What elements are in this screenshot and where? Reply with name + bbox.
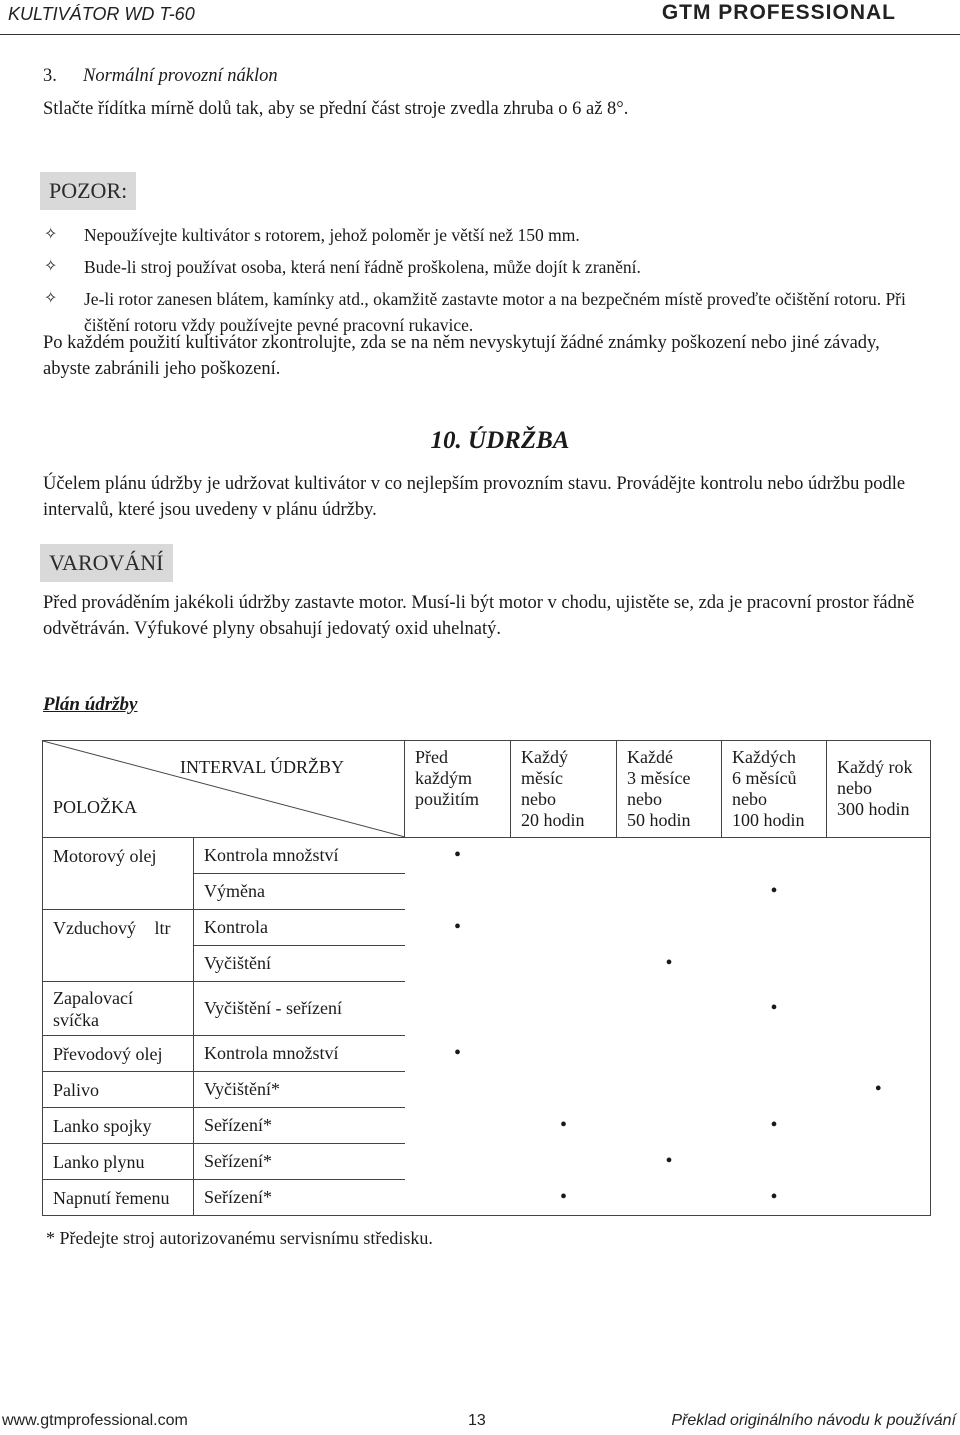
pozor-bullet-list (44, 222, 924, 344)
bullet-item (44, 222, 924, 248)
item-cell (43, 874, 194, 910)
table-row (43, 982, 931, 1036)
interval-cell (827, 1036, 931, 1072)
freq-header: Každé 3 měsíce nebo 50 hodin (617, 741, 722, 838)
interval-cell (617, 982, 722, 1036)
header-diagonal-cell (43, 741, 405, 838)
table-row (43, 1180, 931, 1216)
section-title (43, 66, 278, 87)
operation-cell: Kontrola (194, 910, 405, 946)
section-title-text: Normální provozní náklon (83, 66, 278, 86)
interval-cell (405, 1180, 511, 1216)
operation-cell: Vyčištění (194, 946, 405, 982)
operation-cell: Kontrola množství (194, 838, 405, 874)
freq-header: Před každým použitím (405, 741, 511, 838)
interval-cell (827, 1180, 931, 1216)
section-text: Stlačte řídítka mírně dolů tak, aby se přední část stroje zvedla zhruba o 6 až 8°. (43, 99, 629, 119)
interval-cell (722, 910, 827, 946)
interval-cell (405, 982, 511, 1036)
item-cell: Lanko spojky (43, 1108, 194, 1144)
table-body (43, 838, 931, 1216)
table-row (43, 1036, 931, 1072)
header-product: KULTIVÁTOR WD T-60 (8, 4, 195, 24)
pozor-after-text: Po každém použití kultivátor zkontrolujte, zda se na něm nevyskytují žádné známky poškození nebo jiné závady, abyste zabránili jeho poškození. (43, 333, 880, 379)
plan-title: Plán údržby (43, 694, 138, 715)
table-row (43, 1144, 931, 1180)
freq-header: Každých 6 měsíců nebo 100 hodin (722, 741, 827, 838)
star-bullet-icon: ✧ (44, 290, 58, 307)
item-cell: Převodový olej (43, 1036, 194, 1072)
interval-cell (405, 874, 511, 910)
interval-cell (617, 1036, 722, 1072)
interval-mark: • (665, 952, 673, 974)
varovani-text: Před prováděním jakékoli údržby zastavte motor. Musí-li být motor v chodu, ujistěte se, zda je pracovní prostor řádně odvětráván. Výfukové plyny obsahují jedovatý oxid uhelnatý. (43, 593, 915, 639)
pozor-callout: POZOR: (40, 172, 136, 210)
star-bullet-icon: ✧ (44, 258, 58, 275)
table-row (43, 910, 931, 946)
interval-cell (511, 1072, 617, 1108)
header-interval: INTERVAL ÚDRŽBY (180, 757, 345, 777)
item-cell: Vzduchový  ltr (43, 910, 194, 946)
bullet-text: Bude-li stroj používat osoba, která není řádně proškolena, může dojít k zranění. (84, 257, 641, 277)
interval-cell (511, 910, 617, 946)
table-header-row (43, 741, 931, 838)
interval-mark: • (665, 1150, 673, 1172)
operation-cell: Výměna (194, 874, 405, 910)
interval-cell (511, 946, 617, 982)
chapter-intro: Účelem plánu údržby je udržovat kultivátor v co nejlepším provozním stavu. Provádějte kontrolu nebo údržbu podle intervalů, které jsou uvedeny v plánu údržby. (43, 474, 906, 520)
item-cell: Zapalovací svíčka (43, 982, 194, 1036)
footer-note: Překlad originálního návodu k používání (671, 1412, 956, 1429)
table-row (43, 946, 931, 982)
table-row (43, 1108, 931, 1144)
operation-cell: Kontrola množství (194, 1036, 405, 1072)
operation-cell: Seřízení* (194, 1180, 405, 1216)
interval-cell (617, 1108, 722, 1144)
bullet-item (44, 254, 924, 280)
diagonal-divider (43, 741, 405, 837)
interval-cell (617, 838, 722, 874)
item-cell: Motorový olej (43, 838, 194, 874)
operation-cell: Vyčištění* (194, 1072, 405, 1108)
table-row (43, 1072, 931, 1108)
interval-cell (511, 1036, 617, 1072)
interval-cell (405, 1072, 511, 1108)
header-brand: GTM PROFESSIONAL (661, 1, 896, 24)
interval-cell (511, 1144, 617, 1180)
operation-cell: Seřízení* (194, 1144, 405, 1180)
interval-cell (405, 1108, 511, 1144)
interval-mark: • (770, 997, 778, 1019)
interval-mark: • (770, 880, 778, 902)
interval-mark: • (453, 844, 461, 867)
interval-cell (511, 982, 617, 1036)
section-number: 3. (43, 66, 57, 86)
footer-page-number: 13 (468, 1412, 486, 1429)
interval-mark: • (722, 1180, 827, 1216)
interval-cell (827, 982, 931, 1036)
interval-cell (511, 874, 617, 910)
interval-cell (722, 1036, 827, 1072)
interval-cell (405, 946, 511, 982)
varovani-callout: VAROVÁNÍ (40, 544, 173, 582)
chapter-heading: 10. ÚDRŽBA (430, 427, 570, 454)
table-footnote: * Předejte stroj autorizovanému servisnímu středisku. (46, 1228, 433, 1248)
interval-cell (617, 1180, 722, 1216)
page-header (0, 0, 960, 35)
operation-cell: Seřízení* (194, 1108, 405, 1144)
table-row (43, 874, 931, 910)
interval-cell (827, 1144, 931, 1180)
interval-cell (827, 946, 931, 982)
bullet-text: Je-li rotor zanesen blátem, kamínky atd., okamžitě zastavte motor a na bezpečném místě proveďte očištění rotoru. Při čištění rotoru vždy používejte pevné pracovní rukavice. (84, 289, 906, 335)
item-cell (43, 946, 194, 982)
item-cell: Palivo (43, 1072, 194, 1108)
interval-cell (617, 910, 722, 946)
maintenance-table (42, 740, 931, 1216)
freq-header: Každý měsíc nebo 20 hodin (511, 741, 617, 838)
interval-cell (617, 874, 722, 910)
interval-cell (511, 838, 617, 874)
interval-cell (827, 910, 931, 946)
interval-cell (722, 838, 827, 874)
footer-website: www.gtmprofessional.com (2, 1412, 188, 1429)
interval-cell (722, 1144, 827, 1180)
interval-mark: • (559, 1114, 567, 1136)
bullet-text: Nepoužívejte kultivátor s rotorem, jehož poloměr je větší než 150 mm. (84, 225, 580, 245)
header-item: POLOŽKA (53, 797, 137, 817)
item-cell: Napnutí řemenu (43, 1180, 194, 1216)
star-bullet-icon: ✧ (44, 226, 58, 243)
table-row (43, 838, 931, 874)
interval-cell (617, 1072, 722, 1108)
interval-mark: • (453, 916, 461, 938)
interval-mark: • (770, 1114, 778, 1136)
interval-mark: • (511, 1180, 617, 1216)
interval-mark: • (453, 1042, 461, 1064)
interval-cell (405, 1144, 511, 1180)
interval-cell (827, 874, 931, 910)
interval-mark: • (827, 1072, 931, 1108)
interval-cell (827, 838, 931, 874)
operation-cell: Vyčištění - seřízení (194, 982, 405, 1036)
interval-cell (722, 946, 827, 982)
interval-cell (827, 1108, 931, 1144)
item-cell: Lanko plynu (43, 1144, 194, 1180)
freq-header: Každý rok nebo 300 hodin (827, 741, 931, 838)
interval-cell (722, 1072, 827, 1108)
